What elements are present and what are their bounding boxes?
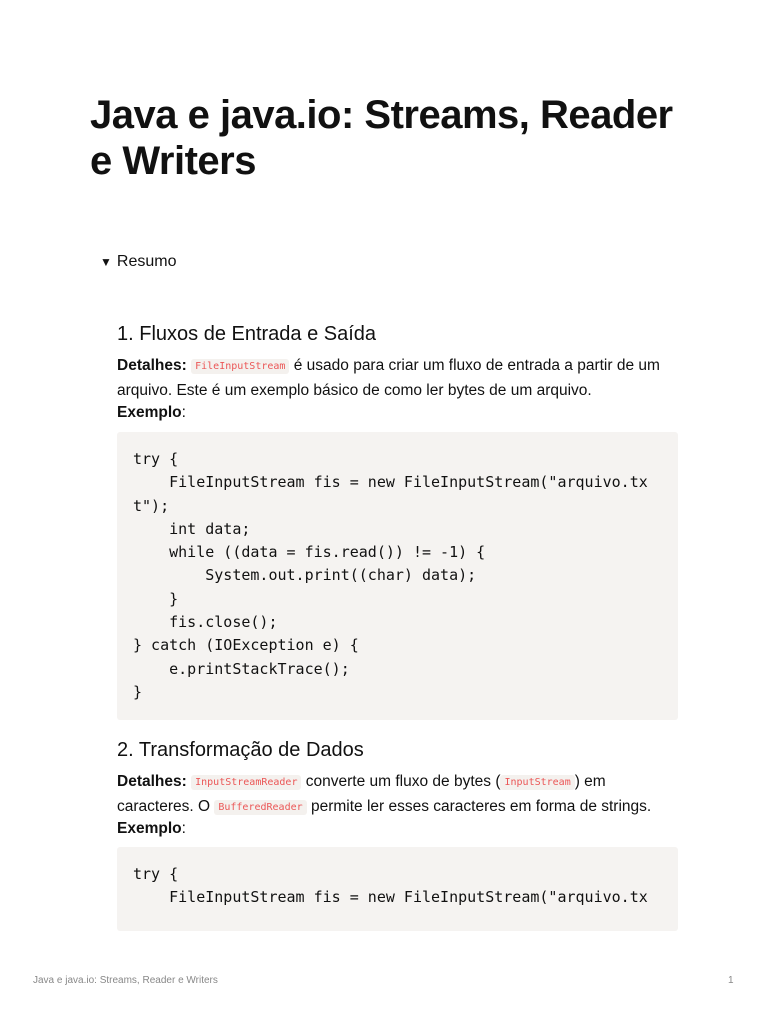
code-block-1 <box>117 432 678 720</box>
inline-code: BufferedReader <box>214 800 306 815</box>
code-line: try { <box>133 865 179 883</box>
code-line: System.out.print((char) data); <box>133 566 477 585</box>
section-heading-1: 1. Fluxos de Entrada e Saída <box>117 323 377 345</box>
code-block-2 <box>117 847 678 931</box>
code-line: } <box>133 682 143 701</box>
code-line: fis.close(); <box>133 613 278 632</box>
details-text: converte um fluxo de bytes ( <box>301 773 501 790</box>
page-title: Java e java.io: Streams, Reader e Writers <box>90 93 673 183</box>
section-1-details: Detalhes: FileInputStream é usado para criar um fluxo de entrada a partir de um arquivo. Este é um exemplo básico de como ler bytes de um arquivo. <box>117 357 660 399</box>
details-label: Detalhes <box>117 773 182 790</box>
code-line: int data; <box>133 519 251 538</box>
code-line: e.printStackTrace(); <box>133 659 350 678</box>
code-line: } catch (IOException e) { <box>133 636 359 655</box>
details-text: permite ler esses caracteres em forma de strings. <box>306 797 652 815</box>
details-label: Detalhes <box>117 357 182 374</box>
code-line: } <box>133 589 179 608</box>
example-label: Exemplo <box>117 820 182 837</box>
footer-page-number: 1 <box>728 975 734 986</box>
section-2-details: Detalhes: InputStreamReader converte um fluxo de bytes ( InputStream ) em caracteres. O BufferedReader permite ler esses caracteres em forma de strings. <box>117 773 652 815</box>
triangle-down-icon: ▼ <box>100 255 112 269</box>
section-heading-2: 2. Transformação de Dados <box>117 739 364 761</box>
resumo-toggle[interactable] <box>100 252 176 272</box>
code-line: FileInputStream fis = new FileInputStream("arquivo.tx <box>133 473 648 492</box>
code-line: FileInputStream fis = new FileInputStream("arquivo.tx <box>133 888 648 907</box>
example-label: Exemplo <box>117 404 182 421</box>
section-2-example-label: Exemplo: <box>117 820 186 837</box>
inline-code: InputStream <box>500 775 574 790</box>
details-text: é usado para criar um fluxo de entrada a partir de um arquivo. Este é um exemplo básico de como ler bytes de um arquivo. <box>117 357 660 399</box>
toggle-label: Resumo <box>116 253 177 270</box>
section-1-example-label: Exemplo: <box>117 404 186 421</box>
code-line: try { <box>133 450 179 468</box>
inline-code: FileInputStream <box>191 359 289 374</box>
code-line: t"); <box>133 496 170 515</box>
inline-code: InputStreamReader <box>191 775 301 790</box>
details-text: ) em caracteres. O <box>117 773 606 815</box>
code-line: while ((data = fis.read()) != -1) { <box>133 543 486 562</box>
footer-title: Java e java.io: Streams, Reader e Writers <box>33 975 218 986</box>
